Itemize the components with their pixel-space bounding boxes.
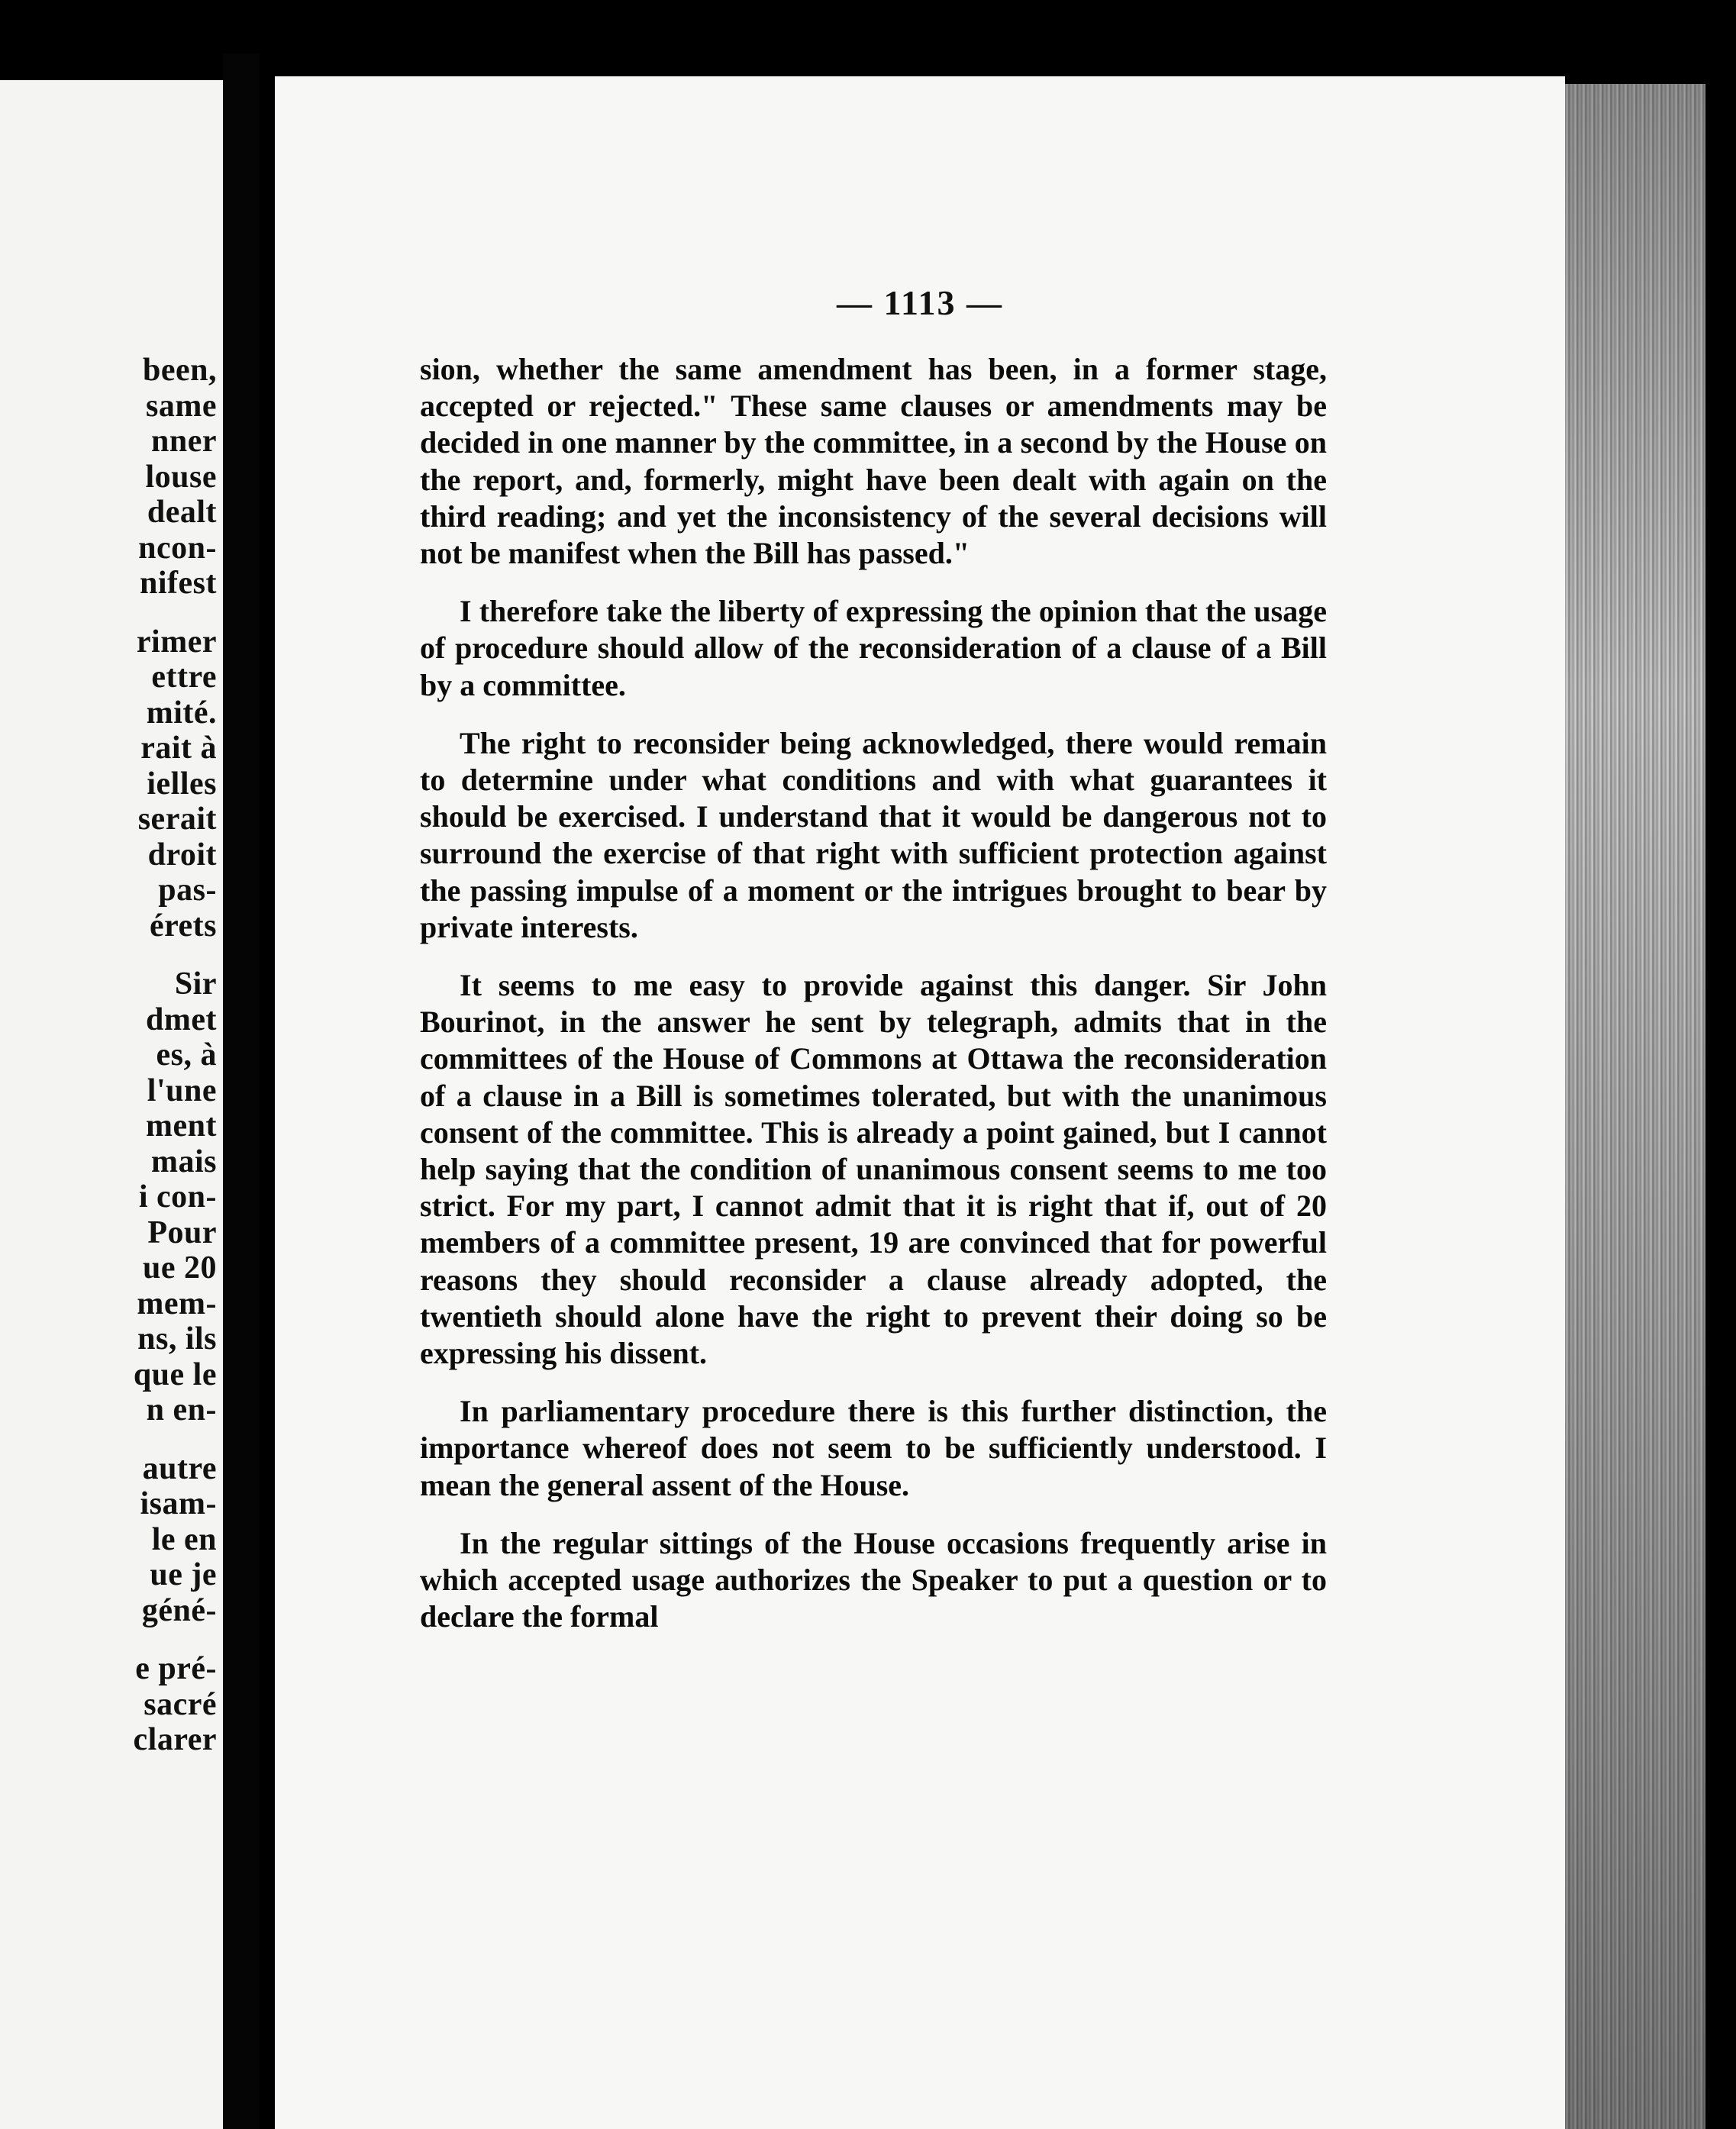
facing-page-line: louse — [145, 459, 217, 495]
paragraph: I therefore take the liberty of expressing the opinion that the usage of procedure should allow of the reconsideration of a clause of a Bill by a committee. — [420, 594, 1327, 702]
facing-page-line: Sir — [174, 966, 217, 1002]
paragraph: In the regular sittings of the House occasions frequently arise in which accepted usage authorizes the Speaker to put a question or to declare the formal — [420, 1525, 1327, 1634]
facing-page-line: autre — [142, 1450, 217, 1486]
facing-page — [0, 80, 223, 2129]
facing-page-line: i con- — [138, 1179, 217, 1214]
facing-page-line: same — [146, 388, 217, 424]
facing-page-line: ns, ils — [137, 1321, 217, 1356]
facing-page-line — [134, 602, 217, 624]
page-edges — [1565, 84, 1705, 2129]
facing-page-line: clarer — [133, 1722, 217, 1757]
facing-page-line: es, à — [156, 1037, 217, 1073]
paragraph-continued: sion, whether the same amendment has been, in a former stage, accepted or rejected." These same clauses or amendments may be decided in one manner by the committee, in a second by the House on the report, and, formerly, might have been dealt with again on the third reading; and yet the inconsistency of the several decisions will not be manifest when the Bill has passed." — [420, 352, 1327, 571]
facing-page-line: nner — [151, 424, 217, 459]
facing-page-line: ncon- — [138, 530, 217, 566]
facing-page-line: isam- — [140, 1486, 217, 1521]
facing-page-line: ue je — [150, 1557, 217, 1592]
facing-page-line: droit — [147, 837, 217, 873]
facing-page-line: serait — [137, 802, 217, 837]
facing-page-line: rait à — [140, 731, 217, 766]
main-page — [260, 0, 1565, 2129]
paragraph: It seems to me easy to provide against this danger. Sir John Bourinot, in the answer he sent by telegraph, admits that in the committees of the House of Commons at Ottawa the reconsideration of a clause in a Bill is sometimes tolerated, but with the unanimous consent of the committee. This is already a point gained, but I cannot help saying that the condition of unanimous consent seems to me too strict. For my part, I cannot admit that it is right that if, out of 20 members of a committee present, 19 are convinced that for powerful reasons they should reconsider a clause already adopted, the twentieth should alone have the right to prevent their doing so be expressing his dissent. — [420, 968, 1327, 1371]
book-gutter — [223, 53, 260, 2129]
facing-page-line: que le — [133, 1356, 217, 1392]
facing-page-line: mité. — [146, 695, 217, 731]
facing-page-line: n en- — [146, 1392, 217, 1427]
facing-page-line: e pré- — [135, 1651, 217, 1686]
facing-page-line: ielles — [147, 766, 217, 802]
scan-border — [1705, 0, 1736, 2129]
facing-page-line: pas- — [158, 873, 217, 908]
facing-page-text — [134, 353, 217, 1758]
facing-page-line: dealt — [147, 495, 217, 530]
facing-page-line: géné- — [141, 1592, 217, 1628]
facing-page-line: le en — [151, 1521, 217, 1557]
facing-page-line: nifest — [140, 566, 217, 601]
facing-page-line: dmet — [146, 1002, 217, 1037]
facing-page-line: sacré — [144, 1686, 217, 1722]
facing-page-line — [134, 1628, 217, 1651]
facing-page-line: rimer — [136, 624, 217, 660]
facing-page-line: mais — [151, 1144, 217, 1179]
facing-page-line: ue 20 — [143, 1250, 217, 1285]
facing-page-line: Pour — [147, 1214, 217, 1250]
facing-page-line: l'une — [147, 1073, 217, 1108]
facing-page-line — [134, 944, 217, 966]
facing-page-line: mem- — [137, 1285, 217, 1321]
paragraph: The right to reconsider being acknowledged, there would remain to determine under what conditions and with what guarantees it should be exercised. I understand that it would be dangerous not to surround the exercise of that right with sufficient protection against the passing impulse of a moment or the intrigues brought to bear by private interests. — [420, 725, 1327, 944]
facing-page-line: been, — [143, 353, 217, 388]
facing-page-line — [134, 1428, 217, 1451]
paragraph: In parliamentary procedure there is this further distinction, the importance whereof does not seem to be sufficiently understood. I mean the general assent of the House. — [420, 1394, 1327, 1502]
facing-page-line: ettre — [151, 660, 217, 695]
facing-page-line: érets — [150, 908, 217, 944]
body-text — [420, 351, 1327, 1657]
page-edges-shade — [1565, 84, 1705, 2129]
page-number: — 1113 — — [837, 283, 1003, 322]
facing-page-line: ment — [146, 1108, 217, 1144]
page-sheet — [275, 76, 1565, 2129]
